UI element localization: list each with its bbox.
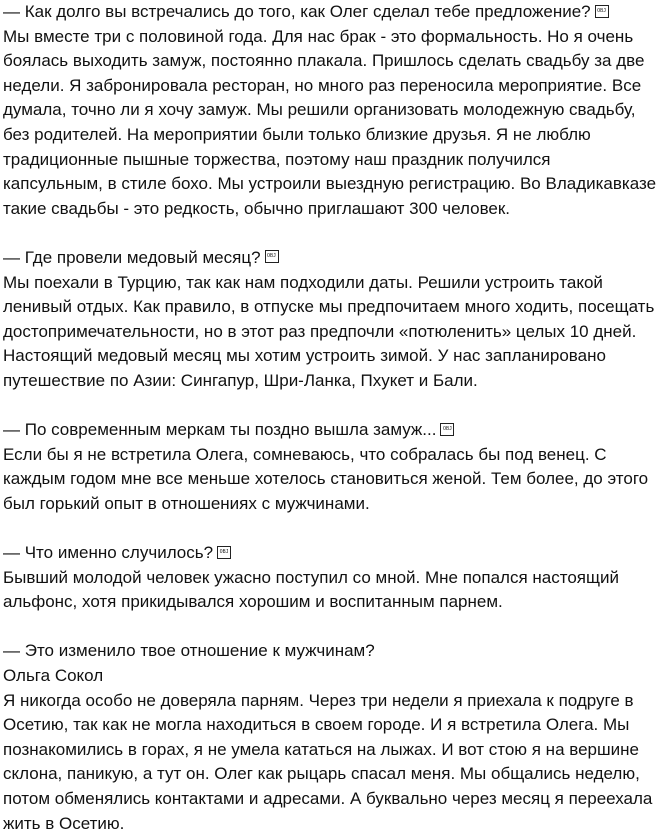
- answer-line: боялась выходить замуж, постоянно плакала. Пришлось сделать свадьбу за две: [3, 51, 645, 71]
- object-placeholder-icon: OBJ: [440, 423, 454, 436]
- question-line: [3, 0, 667, 25]
- question-text: — Как долго вы встречались до того, как Олег сделал тебе предложение?: [3, 2, 591, 21]
- object-placeholder-icon: OBJ: [217, 546, 231, 559]
- paragraph-gap: [3, 615, 667, 640]
- answer-line: думала, точно ли я хочу замуж. Мы решили организовать молодежную свадьбу,: [3, 100, 636, 120]
- answer-line: потом обменялись контактами и адресами. А буквально через месяц я переехала: [3, 789, 653, 808]
- answer-line: капсульным, в стиле бохо. Мы устроили выездную регистрацию. Во Владикавказе: [3, 174, 657, 194]
- interview-section: [3, 418, 667, 516]
- answer-line: Если бы я не встретила Олега, сомневаюсь, что собралась бы под венец. С: [3, 444, 607, 464]
- answer-line: Мы поехали в Турцию, так как нам подходили даты. Решили устроить такой: [3, 272, 603, 292]
- answer-line: Бывший молодой человек ужасно поступил со мной. Мне попался настоящий: [3, 567, 619, 587]
- paragraph-gap: [3, 516, 667, 541]
- question-line: [3, 246, 667, 271]
- answer-line: такие свадьбы - это редкость, обычно приглашают 300 человек.: [3, 198, 511, 218]
- interview-article: [3, 0, 667, 836]
- question-line: [3, 541, 667, 566]
- answer-line: достопримечательности, но в этот раз предпочли «потюленить» целых 10 дней.: [3, 321, 637, 341]
- answer-line: склона, паникую, а тут он. Олег как рыцарь спасал меня. Мы общались неделю,: [3, 764, 640, 784]
- answer-line: Осетию, так как не могла находиться в своем городе. И я встретила Олега. Мы: [3, 715, 630, 735]
- question-text: — Где провели медовый месяц?: [3, 247, 261, 267]
- answer-line: недели. Я забронировала ресторан, но много раз переносила мероприятие. Все: [3, 75, 642, 95]
- answer-line: был горький опыт в отношениях с мужчинами.: [3, 493, 370, 513]
- interview-section: [3, 639, 667, 836]
- question-text: — По современным меркам ты поздно вышла замуж...: [3, 420, 437, 440]
- object-placeholder-icon: OBJ: [265, 250, 279, 263]
- answer-line: Настоящий медовый месяц мы хотим устроить зимой. У нас запланировано: [3, 346, 606, 366]
- question-text: — Это изменило твое отношение к мужчинам?: [3, 641, 375, 661]
- interview-section: [3, 246, 667, 394]
- question-line: [3, 418, 667, 443]
- answer-line: жить в Осетию.: [3, 813, 125, 833]
- interview-section: [3, 541, 667, 615]
- answer-line: познакомились в горах, я не умела кататься на лыжах. И вот стою я на вершине: [3, 739, 639, 759]
- question-line: [3, 639, 667, 664]
- interview-section: [3, 0, 667, 221]
- answer-line: путешествие по Азии: Сингапур, Шри-Ланка, Пхукет и Бали.: [3, 370, 478, 390]
- paragraph-gap: [3, 394, 667, 419]
- answer-line: без родителей. На мероприятии были только близкие друзья. Я не люблю: [3, 124, 591, 144]
- photo-caption: Ольга Сокол: [3, 666, 104, 686]
- answer-line: каждым годом мне все меньше хотелось становиться женой. Тем более, до этого: [3, 469, 649, 489]
- answer-line: традиционные пышные торжества, поэтому наш праздник получился: [3, 149, 551, 169]
- answer-line: Мы вместе три с половиной года. Для нас брак - это формальность. Но я очень: [3, 26, 634, 46]
- question-text: — Что именно случилось?: [3, 543, 214, 563]
- object-placeholder-icon: OBJ: [595, 5, 609, 18]
- answer-line: альфонс, хотя прикидывался хорошим и воспитанным парнем.: [3, 592, 503, 612]
- answer-line: Я никогда особо не доверяла парням. Через три недели я приехала к подруге в: [3, 690, 634, 710]
- paragraph-gap: [3, 221, 667, 246]
- answer-line: ленивый отдых. Как правило, в отпуске мы предпочитаем много ходить, посещать: [3, 297, 655, 317]
